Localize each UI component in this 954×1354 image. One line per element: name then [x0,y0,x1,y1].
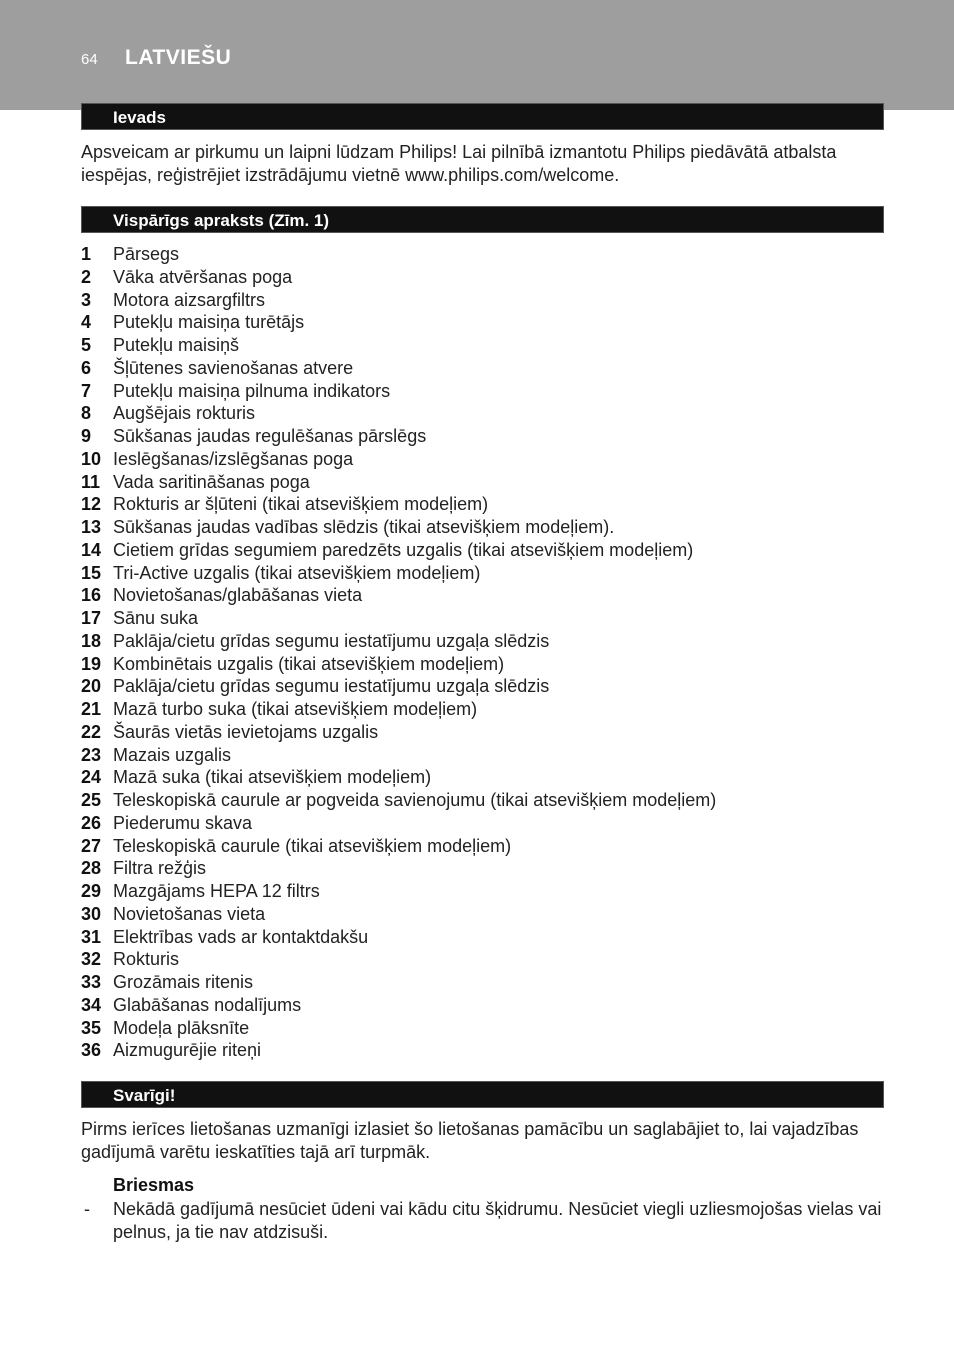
item-label: Mazā suka (tikai atsevišķiem modeļiem) [113,767,432,788]
list-item [81,766,716,789]
item-label: Modeļa plāksnīte [113,1017,250,1038]
section-header-intro [81,103,884,130]
item-number: 30 [81,903,102,924]
item-label: Mazais uzgalis [113,744,232,765]
list-item [81,243,716,266]
list-item [81,1039,716,1062]
item-number: 12 [81,494,102,515]
list-item [81,311,716,334]
item-label: Rokturis [113,949,180,970]
list-item [81,607,716,630]
item-number: 1 [81,244,92,264]
list-item [81,516,716,539]
list-item [81,562,716,585]
item-label: Mazgājams HEPA 12 filtrs [113,881,320,901]
item-label: Augšējais rokturis [113,403,256,424]
list-item [81,334,716,357]
list-item [81,971,716,994]
page-number: 64 [81,51,98,68]
list-item [81,857,716,880]
item-number: 7 [81,380,92,401]
item-label: Elektrības vads ar kontaktdakšu [113,926,369,947]
item-number: 17 [81,608,102,628]
item-number: 13 [81,517,102,537]
important-paragraph: Pirms ierīces lietošanas uzmanīgi izlasiet šo lietošanas pamācību un saglabājiet to, lai vajadzības gadījumā varētu ieskatīties tajā arī turpmāk. [81,1119,859,1162]
item-number: 11 [81,471,101,492]
item-number: 10 [81,448,102,469]
item-label: Glabāšanas nodalījums [113,994,302,1015]
item-label: Rokturis ar šļūteni (tikai atsevišķiem modeļiem) [113,494,489,515]
list-item [81,903,716,926]
list-item [81,744,716,767]
list-item [81,698,716,721]
item-number: 6 [81,357,92,378]
item-label: Kombinētais uzgalis (tikai atsevišķiem modeļiem) [113,653,505,674]
list-item [81,812,716,835]
item-number: 23 [81,744,102,765]
list-item [81,630,716,653]
item-label: Putekļu maisiņa turētājs [113,312,305,333]
list-item [81,948,716,971]
item-number: 35 [81,1017,102,1038]
item-number: 9 [81,426,92,446]
danger-heading: Briesmas [113,1175,195,1195]
item-label: Grozāmais ritenis [113,972,254,992]
item-label: Piederumu skava [113,812,253,833]
item-label: Novietošanas vieta [113,903,266,924]
item-number: 25 [81,790,102,810]
item-number: 22 [81,721,102,742]
item-number: 18 [81,630,102,651]
section-title-general: Vispārīgs apraksts (Zīm. 1) [113,211,330,230]
item-label: Teleskopiskā caurule (tikai atsevišķiem modeļiem) [113,835,512,856]
section-header-important [81,1081,884,1108]
language-title: LATVIEŠU [125,46,232,69]
item-label: Šaurās vietās ievietojams uzgalis [113,721,379,742]
item-label: Vada saritināšanas poga [113,471,310,492]
header-band [0,0,954,110]
item-label: Cietiem grīdas segumiem paredzēts uzgalis (tikai atsevišķiem modeļiem) [113,539,694,560]
item-number: 36 [81,1040,102,1061]
item-label: Vāka atvēršanas poga [113,266,293,287]
item-label: Filtra režģis [113,858,207,879]
item-number: 4 [81,312,92,333]
item-number: 32 [81,949,102,970]
section-title-important: Svarīgi! [113,1086,176,1105]
item-label: Putekļu maisiņa pilnuma indikators [113,380,391,401]
list-item [81,471,716,494]
item-label: Paklāja/cietu grīdas segumu iestatījumu uzgaļa slēdzis [113,630,550,651]
list-item [81,402,716,425]
item-label: Motora aizsargfiltrs [113,289,266,310]
list-item [81,425,716,448]
item-label: Putekļu maisiņš [113,335,240,355]
list-item [81,289,716,312]
item-number: 31 [81,926,102,947]
item-number: 15 [81,562,102,583]
item-number: 2 [81,266,92,287]
danger-text: Nekādā gadījumā nesūciet ūdeni vai kādu citu šķidrumu. Nesūciet viegli uzliesmojošas vielas vai pelnus, ja tie nav atdzisuši. [113,1199,882,1242]
item-label: Pārsegs [113,244,180,264]
list-item [81,357,716,380]
item-number: 3 [81,289,92,310]
list-item [81,380,716,403]
item-number: 21 [81,699,102,719]
bullet-dash: - [84,1199,90,1219]
list-item [81,539,716,562]
item-number: 26 [81,812,102,833]
list-item [81,1017,716,1040]
item-number: 34 [81,994,102,1015]
intro-paragraph: Apsveicam ar pirkumu un laipni lūdzam Philips! Lai pilnībā izmantotu Philips piedāvātā atbalsta iespējas, reģistrējiet izstrādājumu vietnē www.philips.com/welcome. [81,142,837,185]
item-number: 16 [81,585,102,606]
item-number: 5 [81,335,92,355]
parts-list [81,243,716,1062]
section-title-intro: Ievads [113,108,166,127]
item-label: Sānu suka [113,608,199,628]
item-number: 20 [81,676,102,697]
item-label: Paklāja/cietu grīdas segumu iestatījumu uzgaļa slēdzis [113,676,550,697]
item-label: Tri-Active uzgalis (tikai atsevišķiem modeļiem) [113,562,481,583]
item-label: Mazā turbo suka (tikai atsevišķiem modeļiem) [113,699,478,719]
list-item [81,653,716,676]
item-label: Aizmugurējie riteņi [113,1040,262,1061]
item-label: Sūkšanas jaudas regulēšanas pārslēgs [113,426,427,446]
list-item [81,721,716,744]
item-number: 29 [81,881,102,901]
item-label: Novietošanas/glabāšanas vieta [113,585,363,606]
item-number: 33 [81,972,102,992]
item-number: 28 [81,858,102,879]
list-item [81,584,716,607]
item-label: Teleskopiskā caurule ar pogveida savienojumu (tikai atsevišķiem modeļiem) [113,790,717,810]
section-header-general [81,206,884,233]
list-item [81,880,716,903]
item-number: 19 [81,653,102,674]
item-number: 24 [81,767,102,788]
list-item [81,994,716,1017]
list-item [81,266,716,289]
list-item [81,675,716,698]
list-item [81,789,716,812]
list-item [81,835,716,858]
item-label: Sūkšanas jaudas vadības slēdzis (tikai atsevišķiem modeļiem). [113,517,615,537]
list-item [81,926,716,949]
item-number: 27 [81,835,102,856]
item-number: 14 [81,539,102,560]
list-item [81,448,716,471]
item-label: Šļūtenes savienošanas atvere [113,357,354,378]
item-label: Ieslēgšanas/izslēgšanas poga [113,448,354,469]
item-number: 8 [81,403,92,424]
list-item [81,493,716,516]
